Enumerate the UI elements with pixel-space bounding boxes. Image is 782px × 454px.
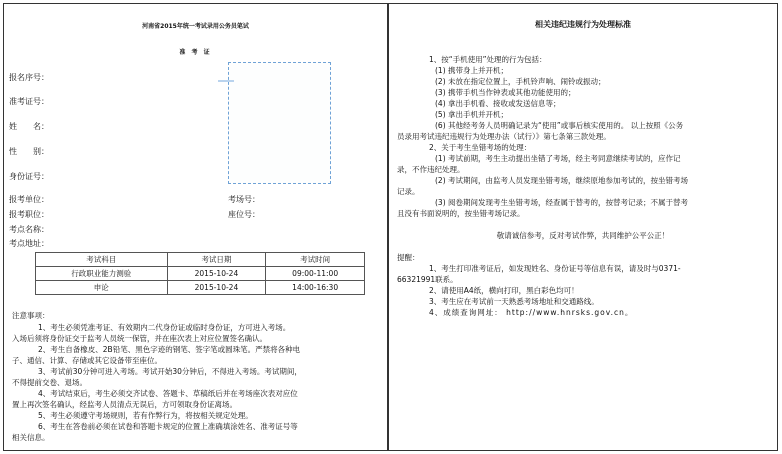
rule-item-continued: 记录。 xyxy=(397,187,420,196)
rule-heading: 1、按“手机使用”处理的行为包括： xyxy=(429,55,547,64)
field-unit: 报考单位： xyxy=(9,195,49,204)
note-line: 5、考生必须遵守考场规则，若有作弊行为，将按相关规定处理。 xyxy=(38,411,253,420)
tip-item: 3、考生应在考试前一天熟悉考场地址和交通路线。 xyxy=(429,297,599,306)
tip-item: 1、考生打印准考证后，如发现姓名、身份证号等信息有误，请及时与0371- xyxy=(429,264,681,273)
field-ticket-no: 准考证号： xyxy=(9,97,49,106)
rule-item-continued: 录，不作违纪处理。 xyxy=(397,165,465,174)
rule-item: (1) 考试前期，考生主动提出坐错了考场，经主考同意继续考试的，应作记 xyxy=(435,154,681,163)
cell-date: 2015-10-24 xyxy=(167,281,266,295)
field-reg-no: 报名序号： xyxy=(9,73,49,82)
cell-subject: 申论 xyxy=(36,281,168,295)
rule-item-continued: 员录用考试违纪违规行为处理办法（试行）》第七条第三款处理。 xyxy=(397,132,611,141)
cell-subject: 行政职业能力测验 xyxy=(36,267,168,281)
field-room: 考场号： xyxy=(228,195,260,204)
spacer xyxy=(397,219,769,230)
note-line: 1、考生必须凭准考证、有效期内二代身份证或临时身份证，方可进入考场。 xyxy=(38,323,291,332)
field-site-addr: 考点地址： xyxy=(9,239,49,248)
note-line: 3、考试前30分钟可进入考场。考试开始30分钟后，不得进入考场。考试期间， xyxy=(38,367,302,376)
rule-item: (2) 考试期间，由监考人员发现坐错考场，继续原地参加考试的，按坐错考场 xyxy=(435,176,689,185)
cell-time: 09:00-11:00 xyxy=(266,267,365,281)
note-line: 4、考试结束后，考生必须交齐试卷、答题卡、草稿纸后并在考场座次表对应位 xyxy=(38,389,298,398)
note-line: 入场后须将身份证交于监考人员统一保管，并在座次表上对应位置签名确认。 xyxy=(12,334,267,343)
note-line: 2、考生自备橡皮、2B铅笔、黑色字迹的钢笔、签字笔或圆珠笔。严禁将各种电 xyxy=(38,345,301,354)
tip-item: 2、请使用A4纸，横向打印，黑白彩色均可！ xyxy=(429,286,579,295)
rules-panel xyxy=(388,3,778,451)
note-line: 相关信息。 xyxy=(12,433,50,442)
ticket-title: 河南省2015年统一考试录用公务员笔试 xyxy=(142,23,249,30)
field-name: 姓 名： xyxy=(9,122,49,131)
rule-item: (3) 携带手机当作钟表或其他功能使用的； xyxy=(435,88,576,97)
ticket-subtitle: 准 考 证 xyxy=(179,49,212,56)
cell-time: 14:00-16:30 xyxy=(266,281,365,295)
table-header-row xyxy=(36,253,365,267)
rule-item: (6) 其他经考务人员明确记录为“使用”或事后核实使用的。 以上按照《公务 xyxy=(435,121,684,130)
rules-title: 相关违纪违规行为处理标准 xyxy=(535,20,631,29)
rules-body xyxy=(397,54,769,318)
rule-item: (2) 未放在指定位置上，手机铃声响、闹铃或振动； xyxy=(435,77,606,86)
spacer xyxy=(397,241,769,252)
rule-item: (4) 拿出手机看、接收或发送信息等； xyxy=(435,99,561,108)
rule-item-continued: 且没有书面说明的，按坐错考场记录。 xyxy=(397,209,525,218)
rule-item: (1) 携带身上并开机； xyxy=(435,66,509,75)
photo-placeholder xyxy=(228,62,331,184)
table-row xyxy=(36,281,365,295)
note-line: 子、通信、计算、存储或其它设备带至座位。 xyxy=(12,356,162,365)
cell-date: 2015-10-24 xyxy=(167,267,266,281)
table-row xyxy=(36,267,365,281)
tip-item-continued: 66321991联系。 xyxy=(397,275,458,284)
note-line: 不得提前交卷、退场。 xyxy=(12,378,87,387)
note-line: 6、考生在答卷前必须在试卷和答题卡规定的位置上准确填涂姓名、准考证号等 xyxy=(38,422,298,431)
header-date: 考试日期 xyxy=(167,253,266,267)
ticket-panel xyxy=(3,3,388,451)
field-site-name: 考点名称： xyxy=(9,225,49,234)
header-subject: 考试科目 xyxy=(36,253,168,267)
field-seat: 座位号： xyxy=(228,210,260,219)
field-position: 报考职位： xyxy=(9,210,49,219)
header-time: 考试时间 xyxy=(266,253,365,267)
tips-title: 提醒： xyxy=(397,253,420,262)
field-id-no: 身份证号： xyxy=(9,172,49,181)
rule-item: (3) 阅卷期间发现考生坐错考场，经查属于替考的，按替考记录；不属于替考 xyxy=(435,198,689,207)
notes-title: 注意事项： xyxy=(12,311,50,320)
note-line: 置上再次签名确认，经监考人员清点无误后，方可领取身份证离场。 xyxy=(12,400,237,409)
photo-artifact xyxy=(218,80,234,82)
exam-schedule-table xyxy=(35,252,365,295)
integrity-slogan: 敬请诚信参考，反对考试作弊，共同维护公平公正！ xyxy=(496,231,670,240)
rule-item: (5) 拿出手机并开机； xyxy=(435,110,509,119)
field-gender: 性 别： xyxy=(9,147,49,156)
rule-heading: 2、关于考生坐错考场的处理： xyxy=(429,143,532,152)
tip-item: 4、成绩查询网址： http://www.hnrsks.gov.cn。 xyxy=(429,308,634,317)
notes-section xyxy=(12,310,386,443)
